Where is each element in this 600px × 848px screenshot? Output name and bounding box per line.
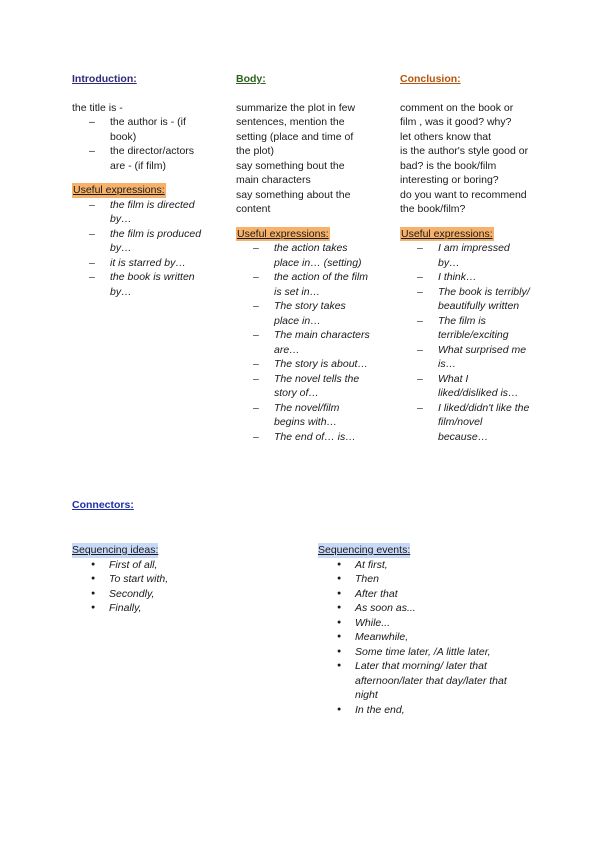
body-text-line: say something bout the main characters <box>236 159 345 186</box>
list-item: – The story takes place in… <box>236 299 370 328</box>
body-text <box>236 101 370 217</box>
list-item: – the action of the film is set in… <box>236 270 370 299</box>
conclusion-heading: Conclusion: <box>400 73 461 85</box>
list-item: ● While... <box>318 616 528 631</box>
list-item: – the film is directed by… <box>72 198 208 227</box>
body-column <box>236 72 370 444</box>
conclusion-text-line: do you want to recommend the book/film? <box>400 188 527 215</box>
introduction-heading: Introduction: <box>72 73 137 85</box>
list-item: – I am impressed by… <box>400 241 530 270</box>
body-text-line: summarize the plot in few sentences, mention the setting (place and time of the plot) <box>236 101 356 157</box>
list-item: ● First of all, <box>72 558 272 573</box>
list-item: – What I liked/disliked is… <box>400 372 530 401</box>
introduction-items <box>72 115 208 173</box>
list-item: – I liked/didn't like the film/novel because… <box>400 401 530 445</box>
body-useful-label: Useful expressions: <box>237 227 329 240</box>
introduction-column <box>72 72 208 299</box>
sequencing-ideas-section <box>72 543 272 616</box>
body-text-line: say something about the content <box>236 188 351 215</box>
list-item: – The novel/film begins with… <box>236 401 370 430</box>
sequencing-ideas-list <box>72 558 272 616</box>
body-expressions <box>236 241 370 444</box>
list-item: – The book is terribly/ beautifully written <box>400 285 530 314</box>
list-item: – it is starred by… <box>72 256 208 271</box>
sequencing-ideas-label: Sequencing ideas: <box>72 544 159 556</box>
list-item: ● At first, <box>318 558 528 573</box>
list-item: – The film is terrible/exciting <box>400 314 530 343</box>
connectors-heading: Connectors: <box>72 499 134 511</box>
list-item: – The end of… is… <box>236 430 370 445</box>
conclusion-text-line: is the author's style good or bad? is the book/film interesting or boring? <box>400 145 529 186</box>
list-item: ● Secondly, <box>72 587 272 602</box>
introduction-expressions <box>72 198 208 300</box>
list-item: ● Later that morning/ later that afternoon/later that day/later that night <box>318 659 528 703</box>
list-item: – The main characters are… <box>236 328 370 357</box>
list-item: ● Finally, <box>72 601 272 616</box>
list-item: ● After that <box>318 587 528 602</box>
list-item: – the author is - (if book) <box>72 115 208 144</box>
list-item: – the book is written by… <box>72 270 208 299</box>
conclusion-column <box>400 72 530 444</box>
list-item: – the director/actors are - (if film) <box>72 144 208 173</box>
introduction-title-line: the title is - <box>72 101 123 114</box>
list-item: ● To start with, <box>72 572 272 587</box>
list-item: – I think… <box>400 270 530 285</box>
list-item: – The novel tells the story of… <box>236 372 370 401</box>
list-item: – What surprised me is… <box>400 343 530 372</box>
sequencing-events-list <box>318 558 528 718</box>
body-heading: Body: <box>236 73 266 85</box>
list-item: ● Meanwhile, <box>318 630 528 645</box>
conclusion-useful-label: Useful expressions: <box>401 227 493 240</box>
conclusion-expressions <box>400 241 530 444</box>
conclusion-text-line: comment on the book or film , was it good? why? <box>400 101 514 128</box>
list-item: – the action takes place in… (setting) <box>236 241 370 270</box>
list-item: – The story is about… <box>236 357 370 372</box>
list-item: ● Some time later, /A little later, <box>318 645 528 660</box>
conclusion-text-line: let others know that <box>400 130 492 143</box>
conclusion-text <box>400 101 530 217</box>
list-item: ● Then <box>318 572 528 587</box>
list-item: ● In the end, <box>318 703 528 718</box>
sequencing-events-section <box>318 543 528 717</box>
list-item: – the film is produced by… <box>72 227 208 256</box>
list-item: ● As soon as... <box>318 601 528 616</box>
introduction-useful-label: Useful expressions: <box>73 184 165 196</box>
sequencing-events-label: Sequencing events: <box>318 544 411 556</box>
